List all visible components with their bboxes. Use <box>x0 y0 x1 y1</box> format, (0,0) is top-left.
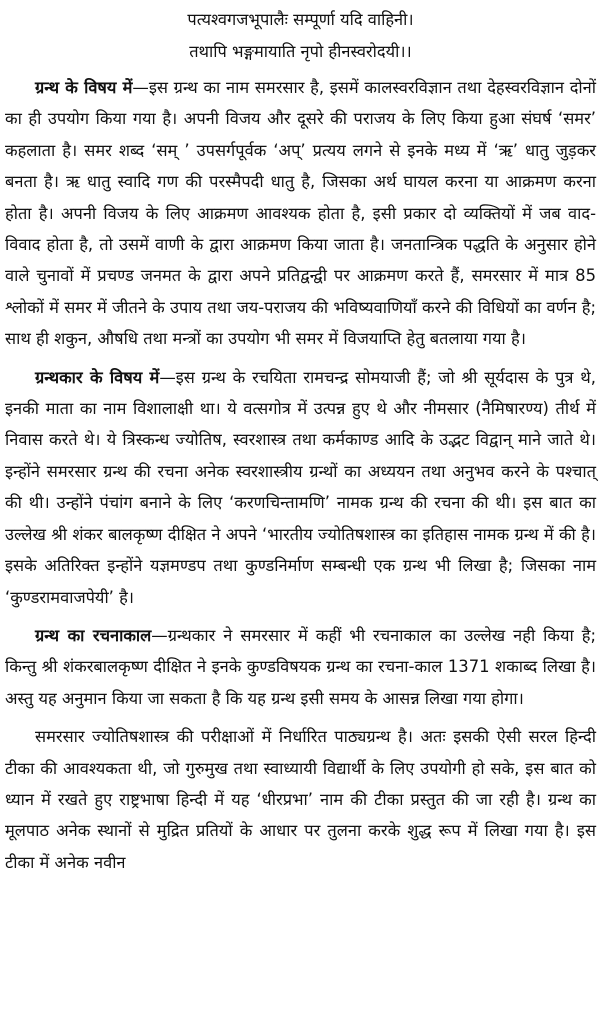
section-heading-subject: ग्रन्थ के विषय में <box>35 78 133 97</box>
section-commentary <box>5 721 596 878</box>
verse-line-2: तथापि भङ्गमायाति नृपो हीनस्वरोदयी।। <box>189 42 412 61</box>
section-text-author: —इस ग्रन्थ के रचयिता रामचन्द्र सोमयाजी हैं; जो श्री सूर्यदास के पुत्र थे, इनकी माता का नाम विशालाक्षी था। ये वत्सगोत्र में उत्पन्न हुए थे और नीमसार (नैमिषारण्य) तीर्थ में निवास करते थे। ये त्रिस्कन्ध ज्योतिष, स्वरशास्त्र तथा कर्मकाण्ड आदि के उद्भट विद्वान् माने जाते थे। इन्होंने समरसार ग्रन्थ की रचना अनेक स्वरशास्त्रीय ग्रन्थों का अध्ययन तथा अनुभव करने के पश्चात् की थी। उन्होंने पंचांग बनाने के लिए ‘करणचिन्तामणि’ नामक ग्रन्थ की रचना की थी। इस बात का उल्लेख श्री शंकर बालकृष्ण दीक्षित ने अपने ‘भारतीय ज्योतिषशास्त्र का इतिहास नामक ग्रन्थ में की है। इसके अतिरिक्त इन्होंने यज्ञमण्डप तथा कुण्डनिर्माण सम्बन्धी एक ग्रन्थ भी लिखा है; जिसका नाम ‘कुण्डरामवाजपेयी’ है। <box>5 367 596 607</box>
section-text-subject: —इस ग्रन्थ का नाम समरसार है, इसमें कालस्वरविज्ञान तथा देहस्वरविज्ञान दोनों का ही उपयोग किया गया है। अपनी विजय और दूसरे की पराजय के लिए किया हुआ संघर्ष ‘समर’ कहलाता है। समर शब्द ‘सम् ’ उपसर्गपूर्वक ‘अप्’ प्रत्यय लगने से इनके मध्य में ‘ऋ’ धातु जुड़कर बनता है। ऋ धातु स्वादि गण की परस्मैपदी धातु है, जिसका अर्थ घायल करना या आक्रमण करना होता है। अपनी विजय के लिए आक्रमण आवश्यक होता है, इसी प्रकार दो व्यक्तियों में जब वाद-विवाद होता है, तो उसमें वाणी के द्वारा आक्रमण किया जाता है। जनतान्त्रिक पद्धति के अनुसार होने वाले चुनावों में प्रचण्ड जनमत के द्वारा अपने प्रतिद्वन्द्वी पर आक्रमण करते हैं, समरसार में मात्र 85 श्लोकों में समर में जीतने के उपाय तथा जय-पराजय की भविष्यवाणियाँ करने की विधियों का वर्णन है; साथ ही शकुन, औषधि तथा मन्त्रों का उपयोग भी समर में विजयाप्ति हेतु बतलाया गया है। <box>5 78 596 349</box>
section-subject <box>5 72 596 355</box>
section-text-composition-period: —ग्रन्थकार ने समरसार में कहीं भी रचनाकाल का उल्लेख नही किया है; किन्तु श्री शंकरबालकृष्ण दीक्षित ने इनके कुण्डविषयक ग्रन्थ का रचना-काल 1371 शकाब्द लिखा है। अस्तु यह अनुमान किया जा सकता है कि यह ग्रन्थ इसी समय के आसन्न लिखा गया होगा। <box>5 625 596 708</box>
section-heading-author: ग्रन्थकार के विषय में <box>35 367 160 387</box>
section-text-commentary: समरसार ज्योतिषशास्त्र की परीक्षाओं में निर्धारित पाठ्यग्रन्थ है। अतः इसकी ऐसी सरल हिन्दी टीका की आवश्यकता थी, जो गुरुमुख तथा स्वाध्यायी विद्यार्थी के लिए उपयोगी हो सके, इस बात को ध्यान में रखते हुए राष्ट्रभाषा हिन्दी में यह ‘धीरप्रभा’ नाम की टीका प्रस्तुत की जा रही है। ग्रन्थ का मूलपाठ अनेक स्थानों से मुद्रित प्रतियों के आधार पर तुलना करके शुद्ध रूप में लिखा गया है। इस टीका में अनेक नवीन <box>5 727 596 872</box>
section-author <box>5 362 596 613</box>
sanskrit-verse <box>5 4 596 68</box>
section-composition-period <box>5 620 596 714</box>
verse-line-1: पत्यश्वगजभूपालैः सम्पूर्णा यदि वाहिनी। <box>187 10 414 29</box>
section-heading-composition-period: ग्रन्थ का रचनाकाल <box>35 625 152 645</box>
